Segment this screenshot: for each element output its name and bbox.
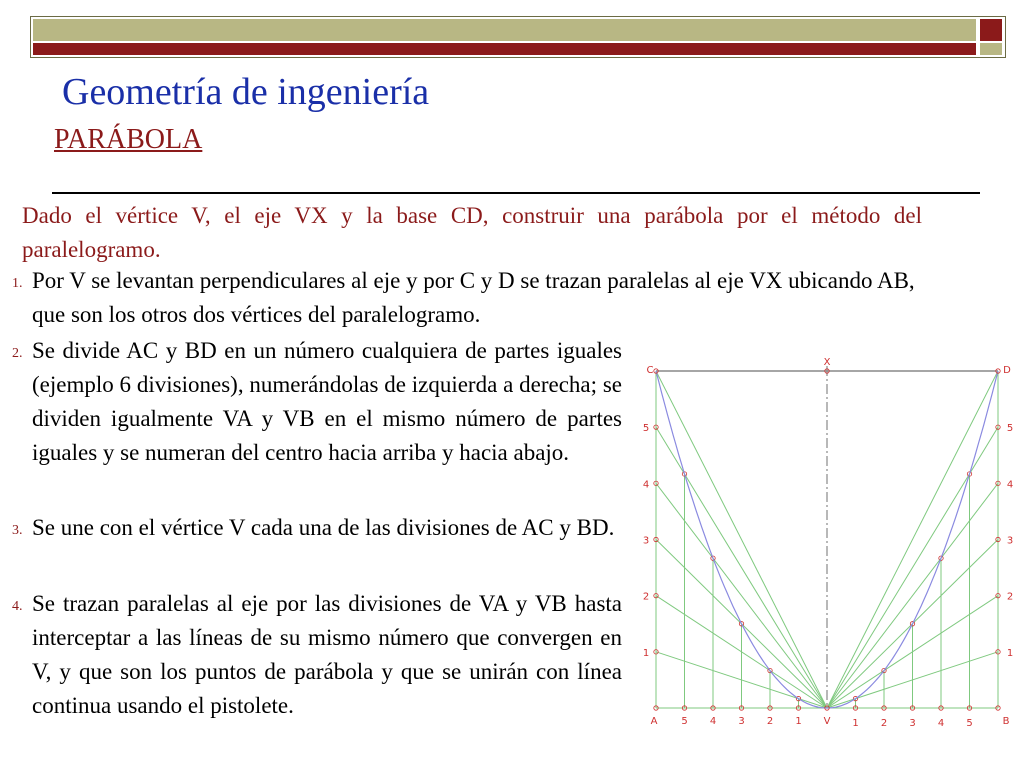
slide-subtitle: PARÁBOLA — [54, 124, 203, 155]
step-text-2: Se divide AC y BD en un número cualquiera de partes iguales (ejemplo 6 divisiones), numerándolas de izquierda a derecha; se dividen igualmente VA y VB en el mismo número de partes iguales y se numeran del centro hacia arriba y hacia abajo. — [32, 338, 622, 465]
side-left-number-4: 4 — [642, 479, 650, 491]
side-right-number-5: 5 — [1006, 423, 1014, 435]
side-left-number-2: 2 — [642, 591, 650, 603]
top-bar-red-stripe — [33, 43, 976, 55]
title-divider — [52, 192, 980, 194]
bottom-left-number-2: 2 — [766, 716, 774, 727]
step-text-4: Se trazan paralelas al eje por las divisiones de VA y VB hasta interceptar a las líneas de su mismo número que convergen en V, y que son los puntos de parábola y que se unirán con línea continua usando el pistolete. — [32, 591, 622, 718]
bottom-right-number-3: 3 — [909, 718, 916, 729]
side-right-number-2: 2 — [1006, 591, 1014, 603]
label-d: D — [1003, 365, 1011, 376]
side-left-number-5: 5 — [642, 423, 650, 435]
step-number-3: 3. — [12, 523, 23, 538]
parabola-construction-diagram — [636, 356, 1016, 766]
step-text-3: Se une con el vértice V cada una de las divisiones de AC y BD. — [32, 515, 615, 540]
intro-text: Dado el vértice V, el eje VX y la base CD, construir una parábola por el método del paralelogramo. — [22, 203, 922, 262]
label-a: A — [650, 716, 658, 727]
side-right-number-4: 4 — [1006, 479, 1014, 491]
label-b: B — [1002, 716, 1010, 727]
side-left-number-1: 1 — [642, 647, 650, 659]
side-right-number-1: 1 — [1006, 647, 1014, 659]
top-bar-khaki-stripe — [33, 19, 976, 41]
step-number-2: 2. — [12, 346, 23, 361]
bottom-right-number-2: 2 — [880, 718, 888, 729]
step-number-1: 1. — [12, 276, 23, 291]
bottom-right-number-4: 4 — [937, 718, 945, 729]
bottom-left-number-3: 3 — [738, 716, 745, 727]
label-v: V — [823, 716, 831, 727]
bottom-left-number-4: 4 — [709, 716, 717, 727]
step-text-1: Por V se levantan perpendiculares al eje y por C y D se trazan paralelas al eje VX ubicando AB, que son los otros dos vértices del paralelogramo. — [32, 268, 915, 327]
label-x: X — [823, 357, 831, 368]
bottom-right-number-5: 5 — [966, 718, 973, 729]
corner-khaki-square — [980, 43, 1002, 55]
bottom-left-number-1: 1 — [795, 716, 802, 727]
top-decorative-bar — [30, 16, 1006, 58]
side-right-number-3: 3 — [1006, 535, 1014, 547]
bottom-left-number-5: 5 — [681, 716, 688, 727]
corner-red-square — [980, 19, 1002, 41]
side-left-number-3: 3 — [642, 535, 650, 547]
label-c: C — [646, 365, 654, 376]
step-number-4: 4. — [12, 599, 23, 614]
slide-title: Geometría de ingeniería — [62, 71, 430, 113]
bottom-right-number-1: 1 — [852, 718, 859, 729]
